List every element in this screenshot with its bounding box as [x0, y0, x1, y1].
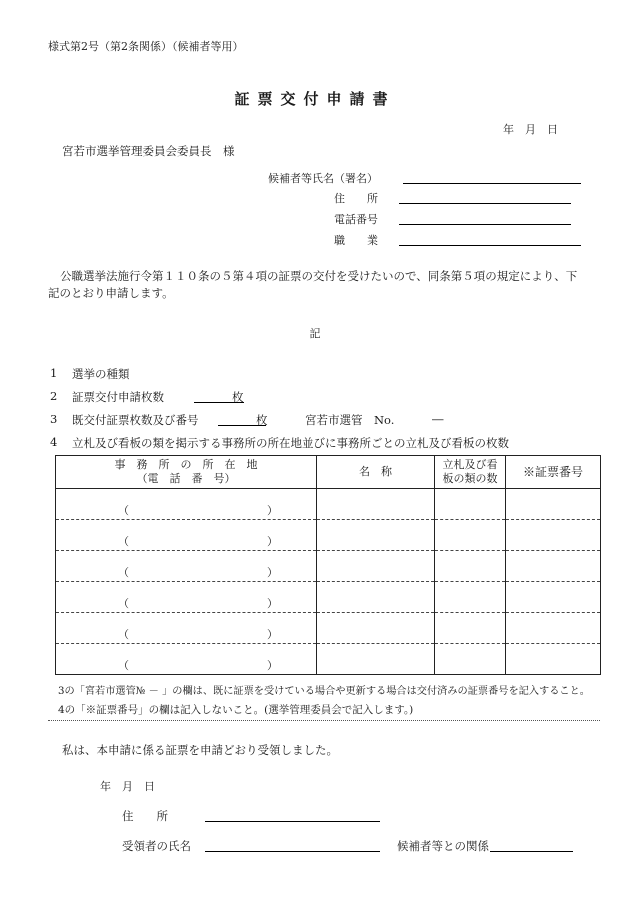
location-cell[interactable] — [56, 582, 317, 613]
name-cell[interactable] — [317, 489, 435, 520]
paren-open: （ — [118, 659, 129, 672]
name-cell[interactable] — [317, 520, 435, 551]
paren-close: ） — [267, 597, 278, 610]
cert-number-cell — [506, 582, 601, 613]
receipt-name-label: 受領者の氏名 — [122, 839, 191, 853]
cert-number-cell — [506, 520, 601, 551]
col-header-sign-count-line2: 板の類の数 — [442, 472, 498, 485]
col-header-location-line1: 事 務 所 の 所 在 地 — [114, 458, 258, 471]
name-cell[interactable] — [317, 644, 435, 675]
item-3-dash: ― — [432, 412, 444, 426]
date-line: 年 月 日 — [503, 123, 558, 136]
table-row — [56, 582, 601, 613]
cert-number-cell — [506, 489, 601, 520]
table-row — [56, 520, 601, 551]
item-3-registry-label: 宮若市選管 No. — [305, 413, 395, 427]
receipt-statement: 私は、本申請に係る証票を申請どおり受領しました。 — [62, 743, 338, 757]
applicant-occupation-label: 職 業 — [334, 234, 378, 247]
sign-count-cell[interactable] — [435, 613, 506, 644]
paren-open: （ — [118, 597, 129, 610]
col-header-location-line2: （電 話 番 号） — [136, 472, 236, 485]
location-cell[interactable] — [56, 551, 317, 582]
item-2-unit: 枚 — [232, 390, 244, 404]
ki-heading: 記 — [309, 327, 321, 340]
paren-open: （ — [118, 628, 129, 641]
sign-count-cell[interactable] — [435, 582, 506, 613]
receipt-date: 年 月 日 — [100, 780, 155, 793]
item-1-number: 1 — [50, 366, 58, 380]
applicant-name-label: 候補者等氏名（署名） — [268, 172, 378, 185]
table-row — [56, 613, 601, 644]
separator-dotted — [48, 720, 600, 721]
paren-close: ） — [267, 504, 278, 517]
location-cell[interactable] — [56, 520, 317, 551]
col-header-sign-count-line1: 立札及び看 — [442, 458, 498, 471]
paren-close: ） — [267, 566, 278, 579]
sign-count-cell[interactable] — [435, 520, 506, 551]
location-cell[interactable] — [56, 489, 317, 520]
receipt-address-label: 住 所 — [122, 809, 168, 823]
paren-open: （ — [118, 566, 129, 579]
table-header-row — [56, 456, 601, 489]
item-4-label: 立札及び看板の類を掲示する事務所の所在地並びに事務所ごとの立札及び看板の枚数 — [72, 436, 509, 450]
col-header-name: 名 称 — [317, 456, 435, 489]
cert-number-cell — [506, 551, 601, 582]
applicant-occupation-field[interactable] — [399, 245, 581, 246]
location-cell[interactable] — [56, 644, 317, 675]
receipt-address-field[interactable] — [205, 821, 380, 822]
col-header-sign-count — [435, 456, 506, 489]
paren-close: ） — [267, 628, 278, 641]
item-2-label: 証票交付申請枚数 — [72, 390, 164, 404]
sign-count-cell[interactable] — [435, 644, 506, 675]
sign-count-cell[interactable] — [435, 551, 506, 582]
paren-close: ） — [267, 535, 278, 548]
paren-open: （ — [118, 504, 129, 517]
item-2-number: 2 — [50, 389, 58, 403]
table-row — [56, 489, 601, 520]
offices-table — [55, 455, 601, 675]
applicant-phone-field[interactable] — [399, 224, 571, 225]
paren-open: （ — [118, 535, 129, 548]
receipt-relation-field[interactable] — [490, 851, 573, 852]
col-header-cert-number: ※証票番号 — [506, 456, 601, 489]
note-item-3: 3の「宮若市選管№ － 」の欄は、既に証票を受けている場合や更新する場合は交付済みの証票番号を記入すること。 — [58, 686, 590, 697]
table-row — [56, 551, 601, 582]
item-3-unit: 枚 — [256, 413, 268, 427]
cert-number-cell — [506, 644, 601, 675]
paren-close: ） — [267, 659, 278, 672]
item-3-label: 既交付証票枚数及び番号 — [72, 413, 199, 427]
applicant-name-field[interactable] — [403, 183, 581, 184]
item-1-label: 選挙の種類 — [72, 367, 130, 381]
receipt-relation-label: 候補者等との関係 — [397, 839, 489, 853]
applicant-address-field[interactable] — [399, 203, 571, 204]
applicant-phone-label: 電話番号 — [334, 213, 378, 226]
note-item-4: 4の「※証票番号」の欄は記入しないこと。(選挙管理委員会で記入します。) — [58, 704, 414, 716]
receipt-name-field[interactable] — [205, 851, 380, 852]
table-row — [56, 644, 601, 675]
addressee: 宮若市選挙管理委員会委員長 様 — [62, 144, 235, 158]
form-number: 様式第2号（第2条関係）（候補者等用） — [48, 40, 244, 53]
col-header-location — [56, 456, 317, 489]
location-cell[interactable] — [56, 613, 317, 644]
item-4-number: 4 — [50, 435, 58, 449]
item-3-number: 3 — [50, 412, 58, 426]
name-cell[interactable] — [317, 613, 435, 644]
sign-count-cell[interactable] — [435, 489, 506, 520]
name-cell[interactable] — [317, 582, 435, 613]
request-statement: 公職選挙法施行令第１１０条の５第４項の証票の交付を受けたいので、同条第５項の規定により、下記のとおり申請します。 — [48, 269, 578, 300]
page-title: 証票交付申請書 — [234, 90, 396, 108]
applicant-address-label: 住 所 — [334, 192, 378, 205]
name-cell[interactable] — [317, 551, 435, 582]
cert-number-cell — [506, 613, 601, 644]
